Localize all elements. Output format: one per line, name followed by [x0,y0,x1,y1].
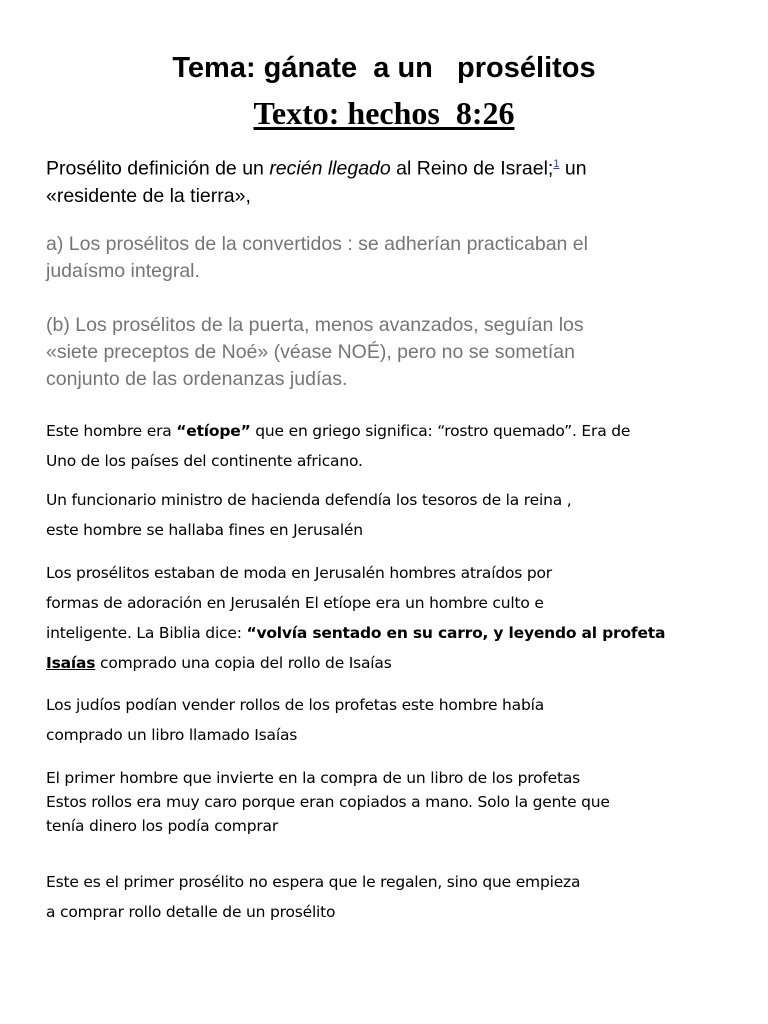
footnote-link[interactable]: 1 [553,158,560,170]
point-b-paragraph: (b) Los prosélitos de la puerta, menos avanzados, seguían los «siete preceptos de Noé» (véase NOÉ), pero no se sometían conjunto de las ordenanzas judías. [46,314,584,390]
official-paragraph: Un funcionario ministro de hacienda defendía los tesoros de la reina , este hombre se hallaba fines en Jerusalén [46,491,572,539]
intro-italic-term: recién llegado [269,157,391,180]
closing-paragraph: Este es el primer prosélito no espera que le regalen, sino que empieza a comprar rollo detalle de un prosélito [46,873,581,921]
intro-paragraph [46,151,726,210]
intro-line-1: Prosélito definición de un recién llegado al Reino de Israel;$^1$ un [46,157,587,180]
page-subtitle: Texto: hechos 8:26 [253,95,515,131]
bible-quote: “volvía sentado en su carro, y leyendo al profeta [246,624,666,642]
point-a-paragraph: a) Los prosélitos de la convertidos : se adherían practicaban el judaísmo integral. [46,233,588,282]
proselytes-paragraph: Los prosélitos estaban de moda en Jerusalén hombres atraídos por formas de adoración en Jerusalén El etíope era un hombre culto e inteligente. La Biblia dice: “volvía sentado en su carro, y leyendo al profeta Isaías comprado una copia del rollo de Isaías [46,564,666,672]
intro-line-2: «residente de la tierra», [46,184,251,207]
ethiopian-paragraph: Este hombre era “etíope” que en griego significa: “rostro quemado”. Era de Uno de los países del continente africano. [46,422,631,470]
isaias-term: Isaías [46,654,96,672]
first-man-paragraph: El primer hombre que invierte en la compra de un libro de los profetas Estos rollos era muy caro porque eran copiados a mano. Solo la gente que tenía dinero los podía comprar [46,769,610,835]
etiope-term: “etíope” [176,422,251,440]
jews-paragraph: Los judíos podían vender rollos de los profetas este hombre había comprado un libro llamado Isaías [46,696,545,744]
page-title: Tema: gánate a un prosélitos [172,52,596,84]
